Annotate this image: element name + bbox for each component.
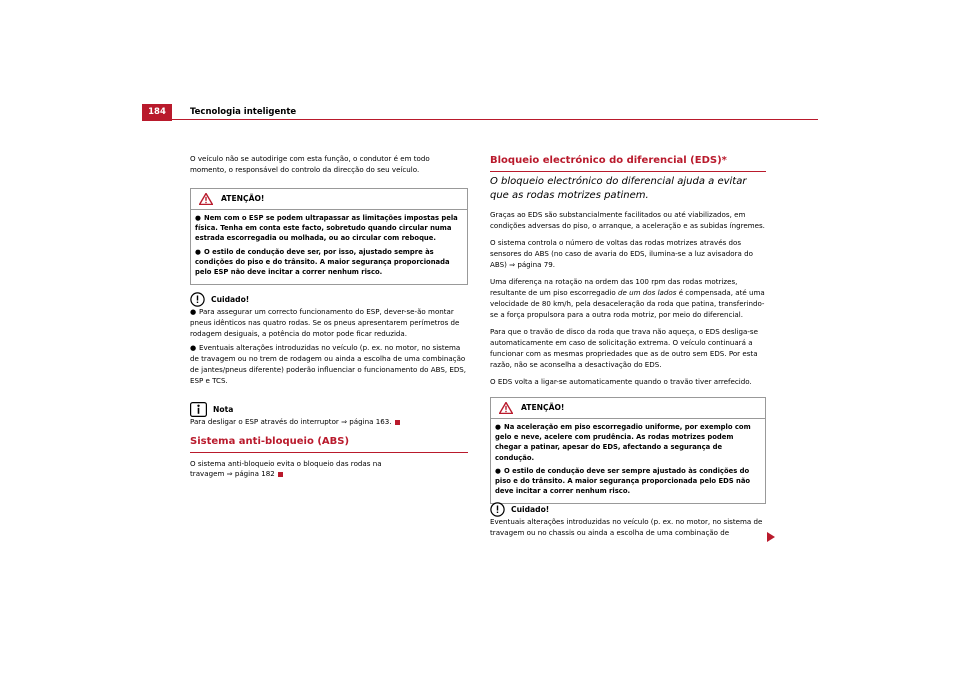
- warning-box-esp: [190, 188, 468, 285]
- note-section: [190, 402, 468, 428]
- paragraph: O sistema controla o número de voltas das rodas motrizes através dos sensores do ABS (no caso de avaria do EDS, ilumina-se a luz avisadora do ABS) ⇒ página 79.: [490, 237, 753, 269]
- end-marker-icon: [395, 420, 400, 425]
- warning-triangle-icon: [199, 193, 213, 205]
- warning-title: ATENÇÃO!: [521, 403, 565, 413]
- caution-circle-icon: [190, 292, 205, 307]
- note-text: Para desligar o ESP através do interruptor ⇒ página 163.: [190, 417, 468, 428]
- page-number: 184: [142, 104, 172, 121]
- bullet-icon: ●: [195, 214, 201, 222]
- caution-title: Cuidado!: [511, 504, 550, 514]
- abs-section: [190, 434, 468, 480]
- caution-circle-icon: [490, 502, 505, 517]
- warning-title: ATENÇÃO!: [221, 194, 265, 204]
- eds-subheading: O bloqueio electrónico do diferencial ajuda a evitar que as rodas motrizes patinem.: [490, 176, 747, 201]
- end-marker-icon: [278, 472, 283, 477]
- warning-box-eds: [490, 397, 766, 504]
- paragraph: Graças ao EDS são substancialmente facilitados ou até viabilizados, em condições adversas do piso, o arranque, a aceleração e as subidas íngremes.: [490, 210, 765, 230]
- header-rule: [172, 119, 818, 120]
- abs-text: O sistema anti-bloqueio evita o bloqueio das rodas na travagem ⇒ página 182: [190, 458, 382, 479]
- caution-section-esp: [190, 292, 468, 390]
- page-title: Tecnologia inteligente: [190, 107, 297, 117]
- caution-item: ● Para assegurar um correcto funcionamento do ESP, dever-se-ão montar pneus idênticos nas quatro rodas. Se os pneus apresentarem perímetros de rodagem desiguais, a potência do motor pode ficar reduzida.: [190, 307, 460, 338]
- warning-item: ● O estilo de condução deve ser sempre ajustado às condições do piso e do trânsito. A maior segurança proporcionada pelo EDS não deve incitar a correr nenhum risco.: [495, 466, 751, 496]
- eds-heading: Bloqueio electrónico do diferencial (EDS)*: [490, 153, 766, 172]
- caution-section-eds: [490, 502, 766, 539]
- note-header: [190, 402, 468, 417]
- warning-item: ● Nem com o ESP se podem ultrapassar as limitações impostas pela física. Tenha em conta este facto, sobretudo quando circular numa estrada escorregadia ou molhada, ou ao circular com reboque.: [195, 214, 458, 243]
- warning-header: [191, 189, 467, 210]
- abs-heading: Sistema anti-bloqueio (ABS): [190, 434, 468, 453]
- caution-header: [490, 502, 766, 517]
- paragraph: O EDS volta a ligar-se automaticamente quando o travão tiver arrefecido.: [490, 376, 752, 386]
- caution-header: [190, 292, 468, 307]
- next-page-arrow-icon[interactable]: [766, 532, 776, 542]
- bullet-icon: ●: [495, 423, 501, 431]
- warning-item: ● O estilo de condução deve ser, por isso, ajustado sempre às condições do piso e do trânsito. A maior segurança proporcionada pelo ESP não deve incitar a correr nenhum risco.: [195, 247, 450, 276]
- bullet-icon: ●: [495, 466, 501, 475]
- bullet-icon: ●: [195, 247, 201, 256]
- info-note-icon: [190, 402, 207, 417]
- warning-triangle-icon: [499, 402, 513, 414]
- bullet-icon: ●: [190, 307, 197, 316]
- note-title: Nota: [213, 404, 234, 414]
- warning-header: [491, 398, 765, 419]
- eds-body: [490, 210, 766, 394]
- paragraph: Uma diferença na rotação na ordem das 100 rpm das rodas motrizes, resultante de um piso escorregadio de um dos lados é compensada, até uma velocidade de 80 km/h, pela desaceleração da roda que patina, transferindo-se a força propulsora para a outra roda motriz, por meio do diferencial.: [490, 276, 765, 319]
- bullet-icon: ●: [190, 342, 197, 352]
- caution-title: Cuidado!: [211, 294, 250, 304]
- intro-text: O veículo não se autodirige com esta função, o condutor é em todo momento, o responsável do controlo da direcção do seu veículo.: [190, 154, 430, 174]
- caution-item: ● Eventuais alterações introduzidas no veículo (p. ex. no motor, no sistema de travagem ou no trem de rodagem ou ainda a escolha de uma combinação de jantes/pneus diferente) poderão influenciar o funcionamento do ABS, EDS, ESP e TCS.: [190, 342, 467, 385]
- warning-item: ● Na aceleração em piso escorregadio uniforme, por exemplo com gelo e neve, acelere com prudência. As rodas motrizes podem chegar a patinar, apesar do EDS, afectando a segurança de condução.: [495, 423, 751, 462]
- caution-text: Eventuais alterações introduzidas no veículo (p. ex. no motor, no sistema de travagem ou no chassis ou ainda a escolha de uma combinação de: [490, 517, 763, 537]
- paragraph: Para que o travão de disco da roda que trava não aqueça, o EDS desliga-se automaticamente em caso de solicitação extrema. O veículo continuará a funcionar com as mesmas propriedades que as de outro sem EDS. Por esta razão, não se aconselha a desactivação do EDS.: [490, 326, 758, 369]
